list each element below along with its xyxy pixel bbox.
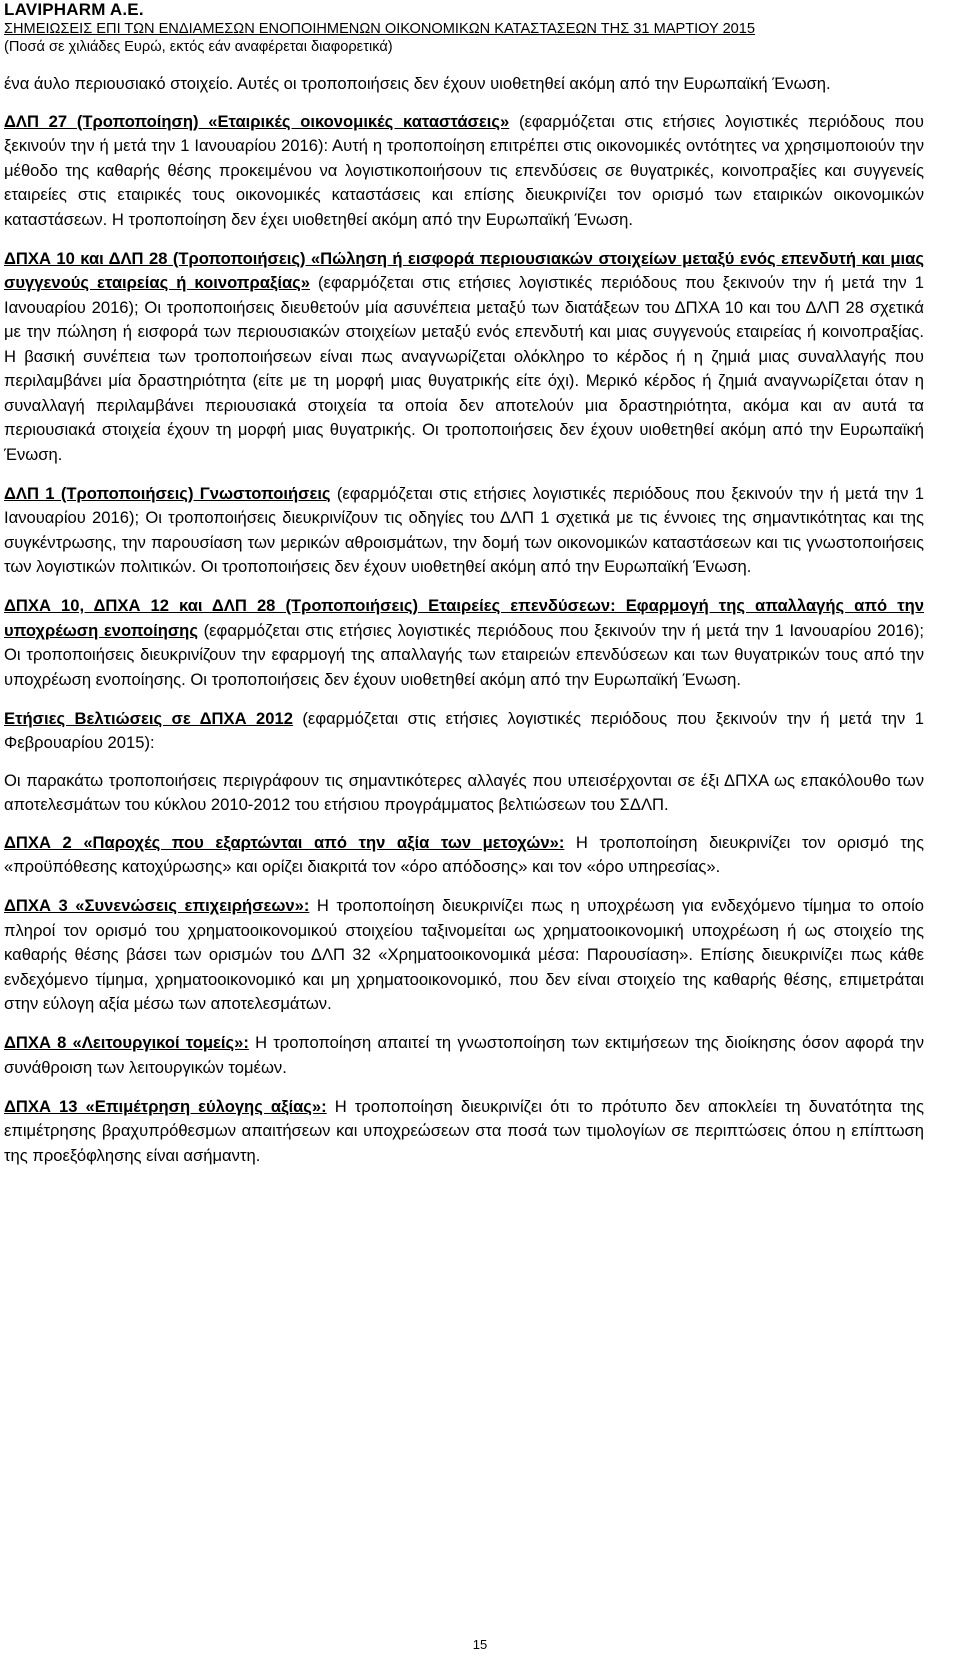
paragraph-ifrs13 xyxy=(4,1095,924,1169)
paragraph-heading: ΔΠΧΑ 13 «Επιμέτρηση εύλογης αξίας»: xyxy=(4,1096,327,1116)
paragraph-text: Η τροποποίηση απαιτεί τη γνωστοποίηση των εκτιμήσεων της διοίκησης όσον αφορά την συνάθροιση των λειτουργικών τομέων. xyxy=(4,1033,924,1077)
paragraph-heading: Ετήσιες Βελτιώσεις σε ΔΠΧΑ 2012 xyxy=(4,708,293,728)
paragraph-ifrs2 xyxy=(4,831,924,880)
paragraph-improvements-intro xyxy=(4,769,924,818)
paragraph-text: Η τροποποίηση διευκρινίζει τον ορισμό της «προϋπόθεσης κατοχύρωσης» και ορίζει διακριτά τον «όρο απόδοσης» και τον «όρο υπηρεσίας». xyxy=(4,832,924,876)
paragraph-ifrs10-ias28-sale xyxy=(4,247,924,468)
paragraph-text: (εφαρμόζεται στις ετήσιες λογιστικές περιόδους που ξεκινούν την ή μετά την 1 Φεβρουαρίου 2015): xyxy=(4,708,925,752)
paragraph-ias1 xyxy=(4,482,924,580)
paragraph-heading: ΔΠΧΑ 10, ΔΠΧΑ 12 και ΔΛΠ 28 (Τροποποιήσεις) Εταιρείες επενδύσεων: Εφαρμογή της απαλλαγής από την υποχρέωση ενοποίησης xyxy=(4,596,924,640)
paragraph-text: Οι παρακάτω τροποποιήσεις περιγράφουν τις σημαντικότερες αλλαγές που υπεισέρχονται σε έξι ΔΠΧΑ ως επακόλουθο των αποτελεσμάτων του κύκλου 2010-2012 του ετήσιου προγράμματος βελτιώσεων του ΣΔΛΠ. xyxy=(4,770,924,814)
paragraph-ifrs3 xyxy=(4,894,924,1017)
paragraph-heading: ΔΠΧΑ 2 «Παροχές που εξαρτώνται από την αξία των μετοχών»: xyxy=(4,832,565,852)
paragraph-heading: ΔΛΠ 27 (Τροποποίηση) «Εταιρικές οικονομικές καταστάσεις» xyxy=(4,111,510,131)
paragraph-annual-improvements xyxy=(4,707,924,756)
page-number: 15 xyxy=(472,1637,488,1652)
paragraph-heading: ΔΛΠ 1 (Τροποποιήσεις) Γνωστοποιήσεις xyxy=(4,483,331,503)
paragraph-text: (εφαρμόζεται στις ετήσιες λογιστικές περιόδους που ξεκινούν την ή μετά την 1 Ιανουαρίου 2016); Οι τροποποιήσεις διευκρινίζουν την εφαρμογή της απαλλαγής των εταιρειών επενδύσεων και των θυγατρικών τους από την υποχρέωση ενοποίησης. Οι τροποποιήσεις δεν έχουν υιοθετηθεί ακόμη από την Ευρωπαϊκή Ένωση. xyxy=(4,620,924,689)
paragraph-investment-entities xyxy=(4,594,924,692)
paragraph-ifrs8 xyxy=(4,1031,924,1080)
paragraph-text: Η τροποποίηση διευκρινίζει πως η υποχρέωση για ενδεχόμενο τίμημα το οποίο πληροί τον ορισμό του χρηματοοικονομικού στοιχείου ταξινομείται ως χρηματοοικονομική υποχρέωση ή ως στοιχείο της καθαρής θέσης βάσει των ορισμών του ΔΛΠ 32 «Χρηματοοικονομικά μέσα: Παρουσίαση». Επίσης διευκρινίζει πως κάθε ενδεχόμενο τίμημα, χρηματοοικονομικό και μη χρηματοοικονομικό, που δεν είναι στοιχείο της καθαρής θέσης, επιμετράται στην εύλογη αξία μέσω των αποτελεσμάτων. xyxy=(4,896,924,1013)
paragraph-heading: ΔΠΧΑ 3 «Συνενώσεις επιχειρήσεων»: xyxy=(4,896,310,915)
paragraph-text: ένα άυλο περιουσιακό στοιχείο. Αυτές οι τροποποιήσεις δεν έχουν υιοθετηθεί ακόμη από την Ευρωπαϊκή Ένωση. xyxy=(4,74,831,93)
paragraph-heading: ΔΠΧΑ 8 «Λειτουργικοί τομείς»: xyxy=(4,1033,249,1052)
paragraph-ias27 xyxy=(4,110,924,233)
paragraph-continuation xyxy=(4,72,924,97)
paragraph-heading: ΔΠΧΑ 10 και ΔΛΠ 28 (Τροποποιήσεις) «Πώληση ή εισφορά περιουσιακών στοιχείων μεταξύ ενός επενδυτή και μιας συγγενούς εταιρείας ή κοινοπραξίας» xyxy=(4,248,924,292)
page-header xyxy=(4,0,924,57)
report-title: ΣΗΜΕΙΩΣΕΙΣ ΕΠΙ ΤΩΝ ΕΝΔΙΑΜΕΣΩΝ ΕΝΟΠΟΙΗΜΕΝΩΝ ΟΙΚΟΝΟΜΙΚΩΝ ΚΑΤΑΣΤΑΣΕΩΝ ΤΗΣ 31 ΜΑΡΤΙΟΥ 2015 xyxy=(4,21,756,37)
paragraph-text: Η τροποποίηση διευκρινίζει ότι το πρότυπο δεν αποκλείει τη δυνατότητα της επιμέτρησης βραχυπρόθεσμων απαιτήσεων και υποχρεώσεων στα ποσά των τιμολογίων σε περιπτώσεις όπου η επίπτωση της προεξόφλησης είναι ασήμαντη. xyxy=(4,1096,924,1165)
paragraph-text: (εφαρμόζεται στις ετήσιες λογιστικές περιόδους που ξεκινούν την ή μετά την 1 Ιανουαρίου 2016); Οι τροποποιήσεις διευκρινίζουν τις οδηγίες του ΔΛΠ 1 σχετικά με τις έννοιες της σημαντικότητας και της συγκέντρωσης, την παρουσίαση των μερικών αθροισμάτων, την δομή των οικονομικών καταστάσεων και τις γνωστοποιήσεις των λογιστικών πολιτικών. Οι τροποποιήσεις δεν έχουν υιοθετηθεί ακόμη από την Ευρωπαϊκή Ένωση. xyxy=(4,483,924,576)
paragraph-text: (εφαρμόζεται στις ετήσιες λογιστικές περιόδους που ξεκινούν την ή μετά την 1 Ιανουαρίου 2016); Οι τροποποιήσεις διευθετούν μία ασυνέπεια μεταξύ των διατάξεων του ΔΠΧΑ 10 και του ΔΛΠ 28 σχετικά με την πώληση ή εισφορά των περιουσιακών στοιχείων μεταξύ ενός επενδυτή και μιας συγγενούς εταιρείας ή κοινοπραξίας. Η βασική συνέπεια των τροποποιήσεων είναι πως αναγνωρίζεται ολόκληρο το κέρδος ή η ζημιά μιας συναλλαγής που περιλαμβάνει μία δραστηριότητα (είτε με τη μορφή μιας θυγατρικής είτε όχι). Μερικό κέρδος ή ζημιά αναγνωρίζεται όταν η συναλλαγή περιλαμβάνει περιουσιακά στοιχεία τα οποία δεν αποτελούν μια δραστηριότητα, ακόμα και αν αυτά τα περιουσιακά στοιχεία έχουν τη μορφή μιας θυγατρικής. Οι τροποποιήσεις δεν έχουν υιοθετηθεί ακόμη από την Ευρωπαϊκή Ένωση. xyxy=(4,273,924,464)
amounts-note: (Ποσά σε χιλιάδες Ευρώ, εκτός εάν αναφέρεται διαφορετικά) xyxy=(4,39,393,55)
paragraph-text: (εφαρμόζεται στις ετήσιες λογιστικές περιόδους που ξεκινούν την ή μετά την 1 Ιανουαρίου 2016): Αυτή η τροποποίηση επιτρέπει στις οικονομικές οντότητες να χρησιμοποιούν την μέθοδο της καθαρής θέσης προκειμένου να λογιστικοποιήσουν τις επενδύσεις σε θυγατρικές, κοινοπραξίες και συγγενείς εταιρείες στις εταιρικές τους οικονομικές καταστάσεις και επίσης διευκρινίζει τον ορισμό των εταιρικών οικονομικών καταστάσεων. Η τροποποίηση δεν έχει υιοθετηθεί ακόμη από την Ευρωπαϊκή Ένωση. xyxy=(4,111,924,229)
document-body xyxy=(4,72,924,1183)
company-name: LAVIPHARM A.E. xyxy=(4,0,144,19)
